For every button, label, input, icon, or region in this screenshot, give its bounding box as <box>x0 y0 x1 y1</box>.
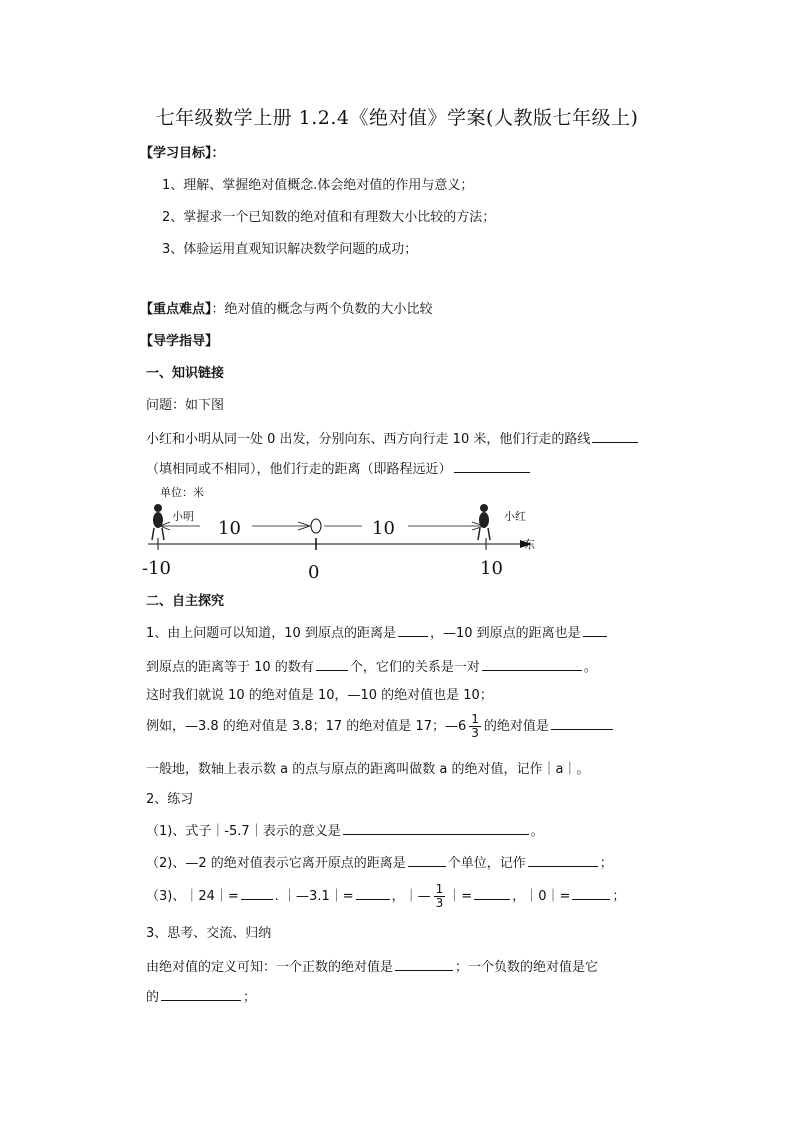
exercise-2-text-c: ； <box>599 856 613 871</box>
think-line-2-text-a: 的 <box>146 990 160 1005</box>
label-xiaohong: 小红 <box>504 510 526 523</box>
person-xiaohong-icon <box>478 504 490 540</box>
unit-label: 单位：米 <box>160 486 204 499</box>
objectives-heading <box>140 144 225 164</box>
objectives-heading-label: 【学习目标】 <box>140 146 212 161</box>
tick-label-10: 10 <box>480 558 503 579</box>
answer-blank-p2-2[interactable] <box>482 656 582 671</box>
answer-blank-p1-2[interactable] <box>583 622 607 637</box>
exercise-2-text-b: 个单位，记作 <box>447 856 526 871</box>
exercise-3-text-a: （3)、｜24｜= <box>146 889 239 904</box>
think-line-1-text-b: ；一个负数的绝对值是它 <box>455 960 599 975</box>
section2-p5: 一般地，数轴上表示数 a 的点与原点的距离叫做数 a 的绝对值，记作｜a｜。 <box>146 762 590 777</box>
exercise-1-text-a: （1)、式子｜-5.7｜表示的意义是 <box>146 824 341 839</box>
fraction-denominator-e3: 3 <box>435 896 444 910</box>
section2-p2-text-b: 个，它们的关系是一对 <box>349 660 480 675</box>
tick-label-neg10: -10 <box>142 558 171 579</box>
tick-label-0: 0 <box>308 562 320 583</box>
section1-heading: 一、知识链接 <box>146 366 225 381</box>
origin-marker <box>311 519 321 533</box>
section2-p1-text-a: 1、由上问题可以知道，10 到原点的距离是 <box>146 626 396 641</box>
section2-p4-text-b: 的绝对值是 <box>483 719 549 734</box>
section2-p2-text-c: 。 <box>583 660 597 675</box>
exercise-2 <box>146 852 613 874</box>
exercise-3-text-e: ，｜0｜= <box>512 889 571 904</box>
answer-blank-e3-4[interactable] <box>572 885 610 900</box>
fraction-numerator: 1 <box>471 712 479 726</box>
answer-blank-distance[interactable] <box>454 458 530 473</box>
section2-p2 <box>146 656 597 678</box>
objectives-heading-colon: ： <box>211 146 225 161</box>
section2-heading: 二、自主探究 <box>146 594 225 609</box>
section1-line2-text: （填相同或不相同），他们行走的距离（即路程远近） <box>146 462 452 477</box>
fraction-numerator-e3: 1 <box>435 882 444 896</box>
section2-p4 <box>146 712 615 742</box>
exercise-3-text-d: ｜= <box>448 889 473 904</box>
guide-heading: 【导学指导】 <box>140 334 219 349</box>
exercise-1-text-b: 。 <box>530 824 544 839</box>
fraction-one-third <box>469 713 481 740</box>
answer-blank-p1-1[interactable] <box>398 622 428 637</box>
answer-blank-t2[interactable] <box>161 986 241 1001</box>
answer-blank-p2-1[interactable] <box>316 656 348 671</box>
right-distance-label: 10 <box>372 518 395 539</box>
left-distance-label: 10 <box>218 518 241 539</box>
exercise-3-text-c: ，｜— <box>391 889 431 904</box>
key-points-text: ：绝对值的概念与两个负数的大小比较 <box>211 302 433 317</box>
exercise-2-text-a: （2)、—2 的绝对值表示它离开原点的距离是 <box>146 856 406 871</box>
exercise-1 <box>146 820 544 842</box>
answer-blank-t1[interactable] <box>395 956 453 971</box>
section1-line2 <box>146 458 532 480</box>
exercise-heading: 2、练习 <box>146 792 194 807</box>
section2-p2-text-a: 到原点的距离等于 10 的数有 <box>146 660 314 675</box>
person-xiaoming-icon <box>152 504 164 540</box>
think-line-1-text-a: 由绝对值的定义可知：一个正数的绝对值是 <box>146 960 394 975</box>
objective-item-2: 2、掌握求一个已知数的绝对值和有理数大小比较的方法； <box>162 210 496 225</box>
section2-p3: 这时我们就说 10 的绝对值是 10，—10 的绝对值也是 10； <box>146 688 493 703</box>
answer-blank-e3-3[interactable] <box>474 885 510 900</box>
section1-question: 问题：如下图 <box>146 398 225 413</box>
label-xiaoming: 小明 <box>172 510 194 523</box>
exercise-3 <box>146 880 625 914</box>
objective-item-1: 1、理解、掌握绝对值概念.体会绝对值的作用与意义； <box>162 178 474 193</box>
exercise-3-text-b: . ｜—3.1｜= <box>274 889 354 904</box>
answer-blank-e2-1[interactable] <box>408 852 446 867</box>
section2-p1 <box>146 622 609 644</box>
think-line-2-text-b: ； <box>243 990 257 1005</box>
think-heading: 3、思考、交流、归纳 <box>146 926 272 941</box>
key-points-heading: 【重点难点】 <box>140 302 212 317</box>
section2-p4-text-a: 例如，—3.8 的绝对值是 3.8；17 的绝对值是 17；—6 <box>146 719 467 734</box>
section2-p1-text-b: ，—10 到原点的距离也是 <box>429 626 581 641</box>
objective-item-3: 3、体验运用直观知识解决数学问题的成功； <box>162 242 418 257</box>
answer-blank-route[interactable] <box>592 428 638 443</box>
key-points <box>140 300 433 320</box>
answer-blank-e1[interactable] <box>343 820 529 835</box>
fraction-one-third-e3 <box>434 883 446 910</box>
page-title: 七年级数学上册 1.2.4《绝对值》学案(人教版七年级上) <box>155 107 639 129</box>
think-line-1 <box>146 956 598 978</box>
answer-blank-e2-2[interactable] <box>528 852 598 867</box>
answer-blank-e3-2[interactable] <box>356 885 390 900</box>
answer-blank-e3-1[interactable] <box>241 885 273 900</box>
exercise-3-text-f: ； <box>612 889 626 904</box>
section1-line1-text: 小红和小明从同一处 0 出发，分别向东、西方向行走 10 米，他们行走的路线 <box>146 432 591 447</box>
answer-blank-p4[interactable] <box>551 715 613 730</box>
think-line-2 <box>146 986 256 1008</box>
east-label: 东 <box>524 538 535 551</box>
section1-line1 <box>146 428 640 450</box>
fraction-denominator: 3 <box>471 726 479 740</box>
